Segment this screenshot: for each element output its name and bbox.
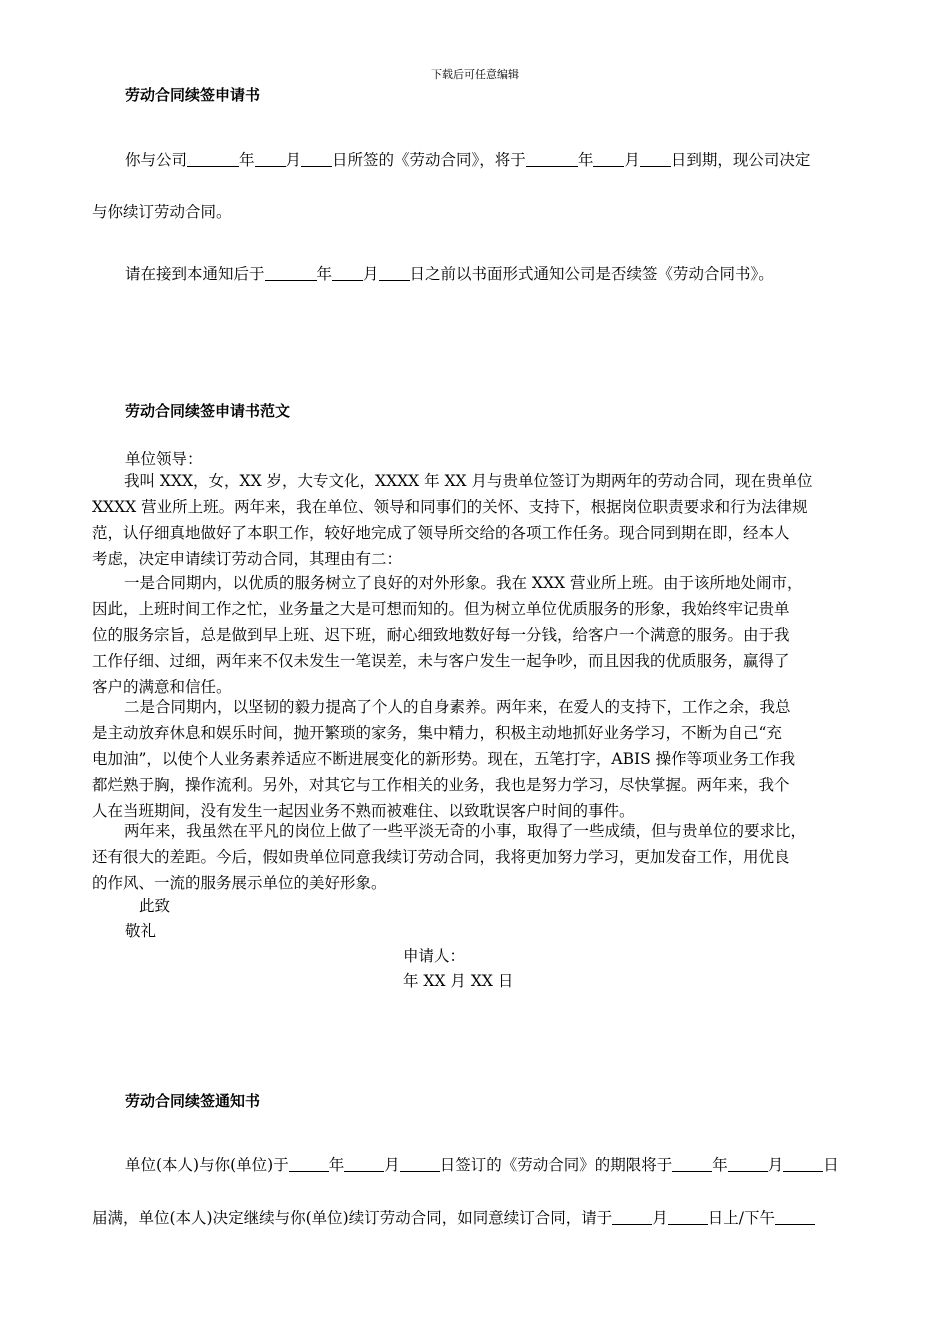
section1-line1: 你与公司 年 月 日所签的《劳动合同》，将于 年 月 日到期，现公司决定 <box>125 151 811 169</box>
body-paragraph-1: 我叫 XXX，女，XX 岁，大专文化，XXXX 年 XX 月与贵单位签订为期两年的劳动合同，现在贵单位 XXXX 营业所上班。两年来，我在单位、领导和同事们的关怀、支持下，根据岗位职责要求和行为法律规 范，认仔细真地做好了本职工作，较好地完成了领导所交给的各项工作任务。现合同到期在即，经本人 考虑，决定申请续订劳动合同，其理由有二： <box>92 472 813 568</box>
blank-field <box>526 152 578 167</box>
closing-jing-li: 敬礼 <box>125 922 157 940</box>
blank-field <box>672 1157 712 1172</box>
blank-field <box>344 1157 384 1172</box>
applicant-label: 申请人： <box>403 947 466 965</box>
body-paragraph-2: 一是合同期内，以优质的服务树立了良好的对外形象。我在 XXX 营业所上班。由于该所地处闹市， 因此，上班时间工作之忙，业务量之大是可想而知的。但为树立单位优质服务的形象，我始终牢记贵单 位的服务宗旨，总是做到早上班、迟下班，耐心细致地数好每一分钱，给客户一个满意的服务。由于我 工作仔细、过细，两年来不仅未发生一笔误差，未与客户发生一起争吵，而且因我的优质服务，赢得了 客户的满意和信任。 <box>92 574 803 696</box>
blank-field <box>255 152 286 167</box>
blank-field <box>593 152 624 167</box>
blank-field <box>640 152 671 167</box>
blank-field <box>379 266 410 281</box>
blank-field <box>783 1157 823 1172</box>
signature-date: 年 XX 月 XX 日 <box>403 972 514 990</box>
blank-field <box>187 152 239 167</box>
blank-field <box>612 1210 652 1225</box>
body-paragraph-3: 二是合同期内，以坚韧的毅力提高了个人的自身素养。两年来，在爱人的支持下，工作之余，我总 是主动放弃休息和娱乐时间，抛开繁琐的家务，集中精力，积极主动地抓好业务学习，不断为自己“充 电加油”，以使个人业务素养适应不断进展变化的新形势。现在，五笔打字，ABIS 操作等项业务工作我 都烂熟于胸，操作流利。另外，对其它与工作相关的业务，我也是努力学习，尽快掌握。两年来，我个 人在当班期间，没有发生一起因业务不熟而被难住、以致耽误客户时间的事件。 <box>92 698 796 820</box>
blank-field <box>265 266 317 281</box>
section3-line1: 单位(本人)与你(单位)于 年 月 日签订的《劳动合同》的期限将于 年 月 日 <box>125 1156 839 1174</box>
blank-field <box>301 152 332 167</box>
blank-field <box>289 1157 329 1172</box>
page-header: 下载后可任意编辑 <box>431 68 519 81</box>
blank-field <box>332 266 363 281</box>
blank-field <box>400 1157 440 1172</box>
salutation: 单位领导： <box>125 450 203 468</box>
section3-line2: 届满，单位(本人)决定继续与你(单位)续订劳动合同，如同意续订合同，请于 月 日上/下午 <box>92 1206 815 1228</box>
section1-line3: 请在接到本通知后于 年 月 日之前以书面形式通知公司是否续签《劳动合同书》。 <box>125 265 774 283</box>
closing-ci-zhi: 此致 <box>139 897 171 915</box>
blank-field <box>775 1210 815 1225</box>
section1-title: 劳动合同续签申请书 <box>125 86 261 104</box>
section2-title: 劳动合同续签申请书范文 <box>125 402 291 420</box>
blank-field <box>728 1157 768 1172</box>
section3-title: 劳动合同续签通知书 <box>125 1092 261 1110</box>
blank-field <box>668 1210 708 1225</box>
body-paragraph-4: 两年来，我虽然在平凡的岗位上做了一些平淡无奇的小事，取得了一些成绩，但与贵单位的要求比， 还有很大的差距。今后，假如贵单位同意我续订劳动合同，我将更加努力学习，更加发奋工作，用优良 的作风、一流的服务展示单位的美好形象。 <box>92 822 807 892</box>
section1-line2: 与你续订劳动合同。 <box>92 203 232 221</box>
